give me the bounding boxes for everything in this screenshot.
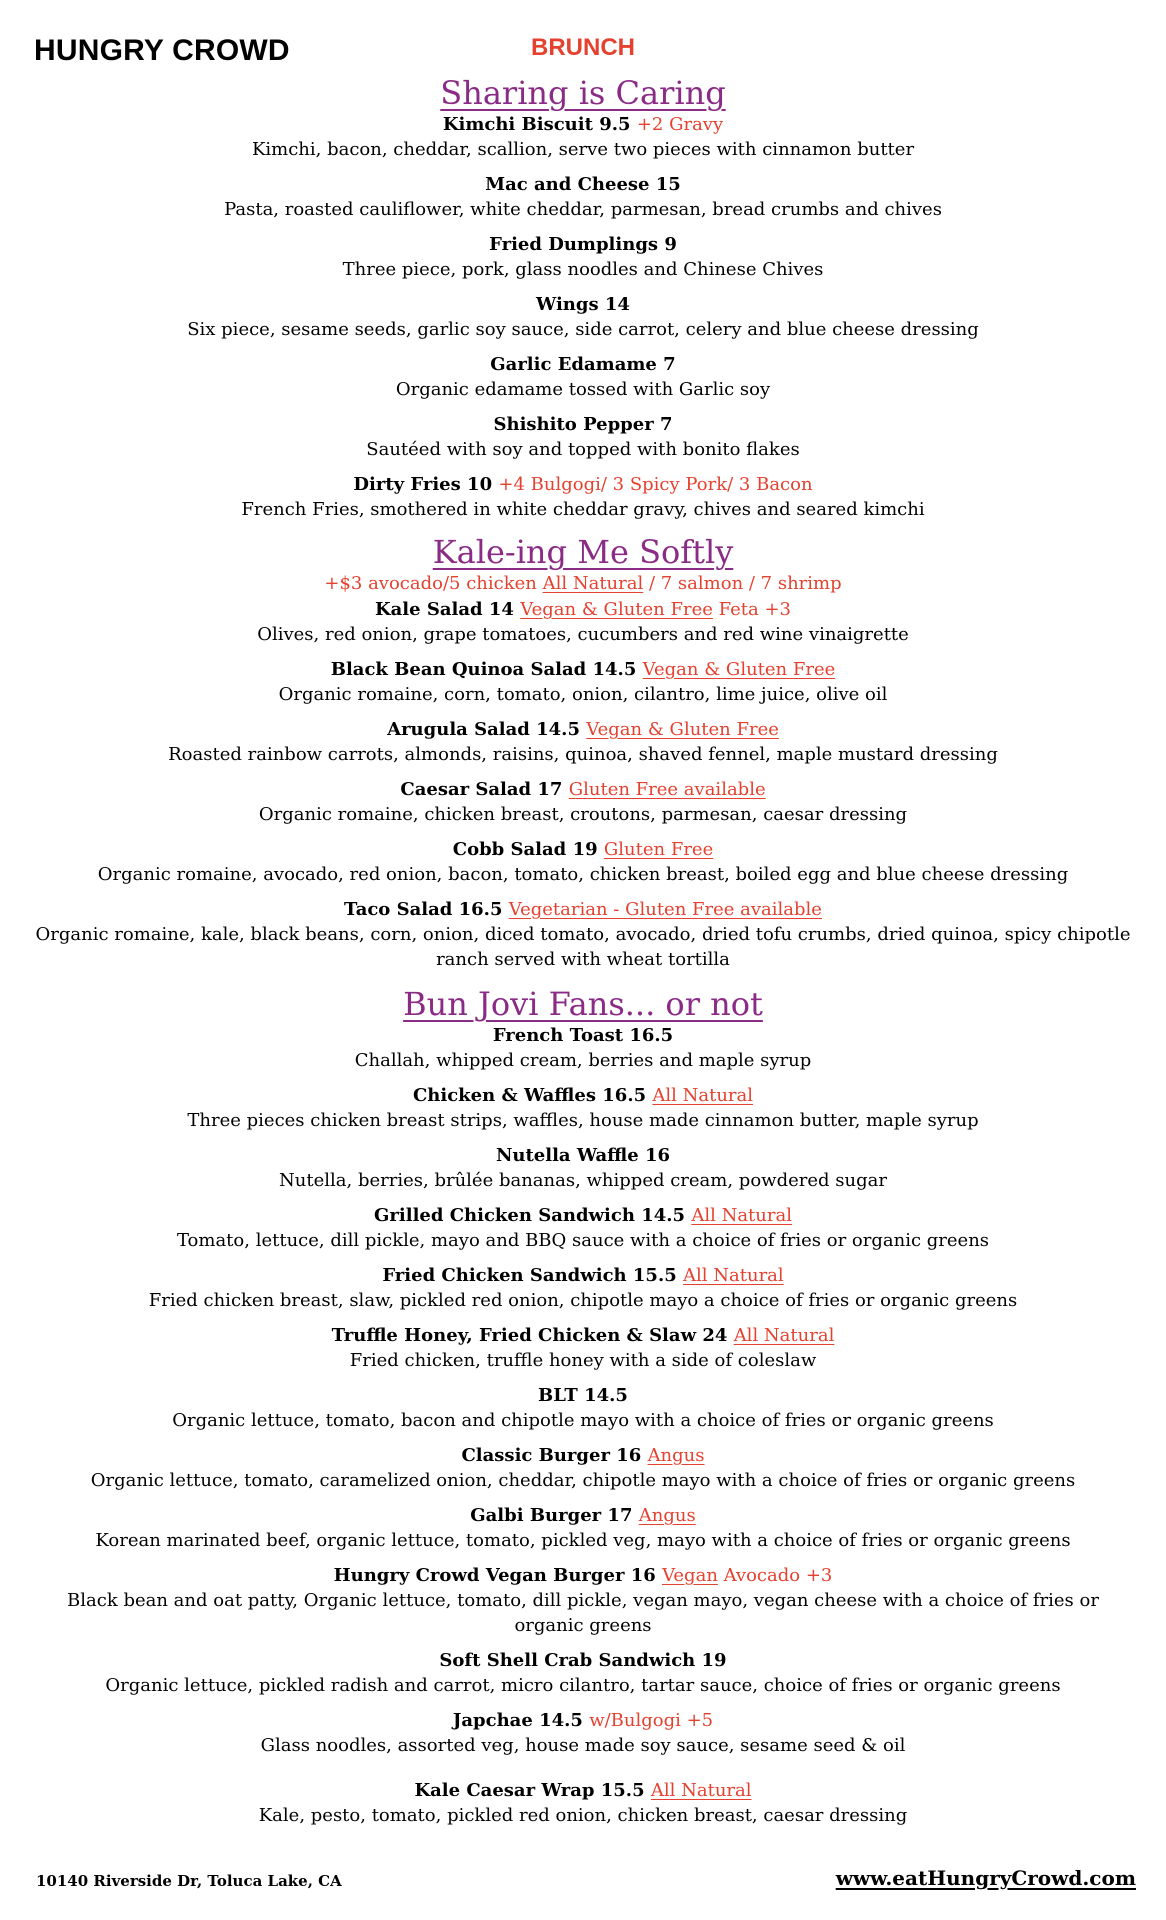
menu-item: Taco Salad 16.5 Vegetarian - Gluten Free available Organic romaine, kale, black beans, corn, onion, diced tomato, avocado, dried tofu crumbs, dried quinoa, spicy chipotle ranch served with wheat tortilla <box>35 899 1131 970</box>
menu-item: Truffle Honey, Fried Chicken & Slaw 24 All Natural Fried chicken, truffle honey with a side of coleslaw <box>331 1325 835 1371</box>
menu-item: Fried Chicken Sandwich 15.5 All Natural Fried chicken breast, slaw, pickled red onion, chipotle mayo a choice of fries or organic greens <box>148 1265 1018 1311</box>
menu-item: Garlic Edamame 7 Organic edamame tossed with Garlic soy <box>395 354 771 400</box>
menu-item: Hungry Crowd Vegan Burger 16 Vegan Avocado +3 Black bean and oat patty, Organic lettuce, tomato, dill pickle, vegan mayo, vegan cheese with a choice of fries or organic greens <box>67 1565 1099 1636</box>
menu-type-heading: BRUNCH <box>531 34 635 61</box>
section-title: Bun Jovi Fans... or not <box>403 985 763 1023</box>
menu-item: Chicken & Waffles 16.5 All Natural Three pieces chicken breast strips, waffles, house made cinnamon butter, maple syrup <box>187 1085 979 1131</box>
menu-item: Black Bean Quinoa Salad 14.5 Vegan & Gluten Free Organic romaine, corn, tomato, onion, cilantro, lime juice, olive oil <box>278 659 888 705</box>
menu-item: Grilled Chicken Sandwich 14.5 All Natural Tomato, lettuce, dill pickle, mayo and BBQ sauce with a choice of fries or organic greens <box>176 1205 990 1251</box>
section-addons: +$3 avocado/5 chicken All Natural / 7 salmon / 7 shrimp <box>324 573 842 594</box>
website-link[interactable]: www.eatHungryCrowd.com <box>835 1866 1136 1890</box>
menu-item: Galbi Burger 17 Angus Korean marinated beef, organic lettuce, tomato, pickled veg, mayo with a choice of fries or organic greens <box>95 1505 1071 1551</box>
menu-item: Dirty Fries 10 +4 Bulgogi/ 3 Spicy Pork/ 3 Bacon French Fries, smothered in white cheddar gravy, chives and seared kimchi <box>241 474 925 520</box>
menu-item: Fried Dumplings 9 Three piece, pork, glass noodles and Chinese Chives <box>342 234 824 280</box>
restaurant-name: HUNGRY CROWD <box>34 34 290 67</box>
menu-item: Mac and Cheese 15 Pasta, roasted cauliflower, white cheddar, parmesan, bread crumbs and chives <box>224 174 942 220</box>
menu-item: Japchae 14.5 w/Bulgogi +5 Glass noodles, assorted veg, house made soy sauce, sesame seed & oil <box>260 1710 906 1756</box>
menu-item: Wings 14 Six piece, sesame seeds, garlic soy sauce, side carrot, celery and blue cheese dressing <box>187 294 979 340</box>
menu-item: Kale Salad 14 Vegan & Gluten Free Feta +3 Olives, red onion, grape tomatoes, cucumbers and red wine vinaigrette <box>257 599 909 645</box>
menu-item: French Toast 16.5 Challah, whipped cream, berries and maple syrup <box>354 1025 812 1071</box>
menu-item: Caesar Salad 17 Gluten Free available Organic romaine, chicken breast, croutons, parmesan, caesar dressing <box>258 779 908 825</box>
menu-item: Kale Caesar Wrap 15.5 All Natural Kale, pesto, tomato, pickled red onion, chicken breast, caesar dressing <box>258 1780 908 1826</box>
menu-item: Shishito Pepper 7 Sautéed with soy and topped with bonito flakes <box>366 414 800 460</box>
menu-item: Kimchi Biscuit 9.5 +2 Gravy Kimchi, bacon, cheddar, scallion, serve two pieces with cinnamon butter <box>251 114 915 160</box>
menu-item: Cobb Salad 19 Gluten Free Organic romaine, avocado, red onion, bacon, tomato, chicken breast, boiled egg and blue cheese dressing <box>97 839 1069 885</box>
section-title: Kale-ing Me Softly <box>432 533 734 571</box>
section-title: Sharing is Caring <box>440 74 726 112</box>
menu-item: BLT 14.5 Organic lettuce, tomato, bacon and chipotle mayo with a choice of fries or organic greens <box>172 1385 994 1431</box>
address: 10140 Riverside Dr, Toluca Lake, CA <box>36 1872 342 1890</box>
menu-item: Classic Burger 16 Angus Organic lettuce, tomato, caramelized onion, cheddar, chipotle mayo with a choice of fries or organic greens <box>90 1445 1076 1491</box>
menu-item: Nutella Waffle 16 Nutella, berries, brûlée bananas, whipped cream, powdered sugar <box>279 1145 887 1191</box>
menu-item: Soft Shell Crab Sandwich 19 Organic lettuce, pickled radish and carrot, micro cilantro, tartar sauce, choice of fries or organic greens <box>105 1650 1061 1696</box>
menu-item: Arugula Salad 14.5 Vegan & Gluten Free Roasted rainbow carrots, almonds, raisins, quinoa, shaved fennel, maple mustard dressing <box>168 719 998 765</box>
